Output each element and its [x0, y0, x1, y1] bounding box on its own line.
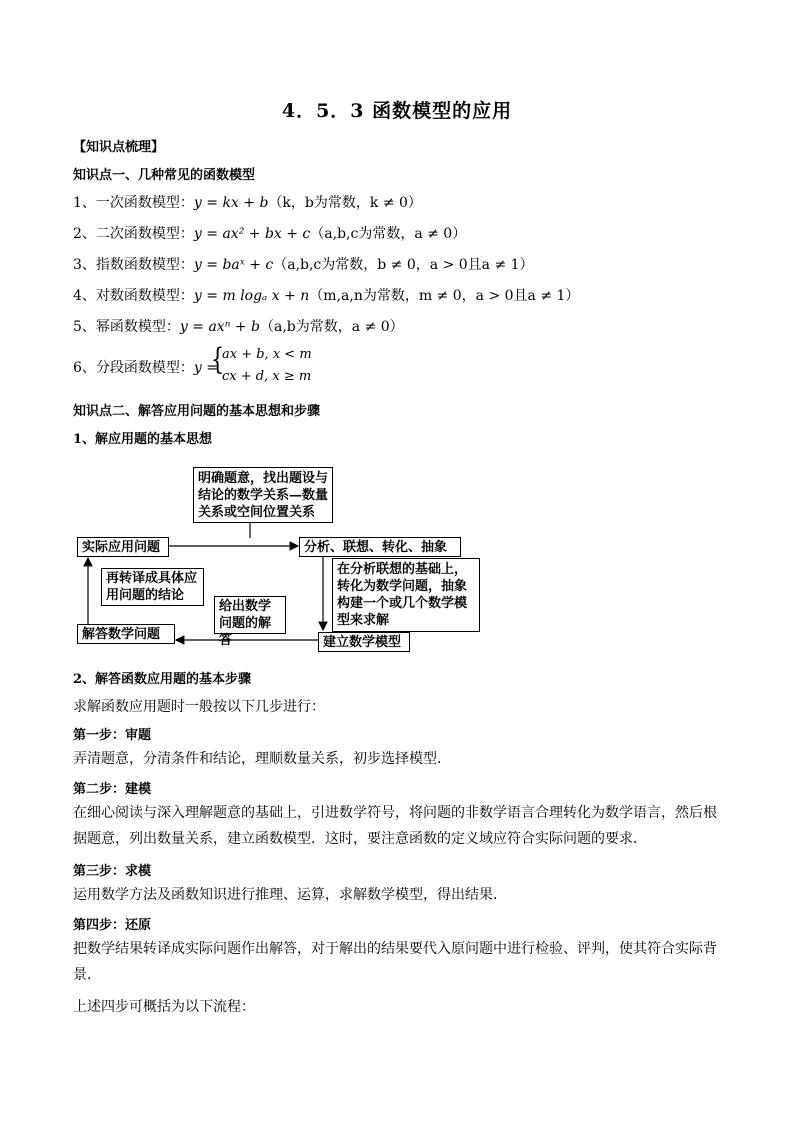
model-label: 2、二次函数模型： [73, 226, 194, 242]
box-solve-math: 解答数学问题 [77, 624, 175, 644]
steps-intro: 求解函数应用题时一般按以下几步进行： [73, 699, 325, 715]
model-formula: y = kx + b [193, 195, 269, 211]
box-practical-problem: 实际应用问题 [77, 537, 169, 557]
piecewise-lhs: y = [193, 360, 219, 376]
piecewise-case-1: ax + b, x < m [222, 347, 312, 362]
model-condition: （a,b为常数，a ≠ 0） [259, 319, 404, 335]
model-label: 4、对数函数模型： [73, 288, 194, 304]
model-condition: （a,b,c为常数，a ≠ 0） [310, 226, 467, 242]
box-analyze: 分析、联想、转化、抽象 [299, 537, 461, 557]
step-3-title: 第三步：求模 [73, 864, 152, 879]
k2-sub1: 1、解应用题的基本思想 [73, 432, 213, 447]
k1-heading: 知识点一、几种常见的函数模型 [73, 168, 256, 183]
model-formula: y = axⁿ + b [179, 319, 260, 335]
step-1-title: 第一步：审题 [73, 728, 152, 743]
model-label: 1、一次函数模型： [73, 195, 194, 211]
step-4-text: 把数学结果转译成实际问题作出解答，对于解出的结果要代入原问题中进行检验、评判，使其符合实际背景． [73, 941, 717, 983]
closing-line: 上述四步可概括为以下流程： [73, 999, 255, 1015]
box-model-description: 在分析联想的基础上，转化为数学问题，抽象构建一个或几个数学模型来求解 [332, 558, 480, 632]
step-4-title: 第四步：还原 [73, 918, 152, 933]
step-1-text: 弄清题意，分清条件和结论，理顺数量关系，初步选择模型． [73, 751, 451, 767]
model-formula: y = m logₐ x + n [193, 288, 310, 304]
page-title: 4．5．3 函数模型的应用 [281, 100, 513, 122]
k2-sub2: 2、解答函数应用题的基本步骤 [73, 672, 252, 687]
step-2-title: 第二步：建模 [73, 782, 152, 797]
model-formula: y = baˣ + c [193, 257, 274, 273]
k2-heading: 知识点二、解答应用问题的基本思想和步骤 [73, 404, 321, 419]
model-condition: （a,b,c为常数，b ≠ 0，a > 0且a ≠ 1） [273, 257, 534, 273]
section-tag: 【知识点梳理】 [73, 140, 165, 155]
model-formula: y = ax² + bx + c [193, 226, 311, 242]
piecewise-case-2: cx + d, x ≥ m [222, 369, 312, 384]
step-2-text: 在细心阅读与深入理解题意的基础上，引进数学符号，将问题的非数学语言合理转化为数学语言，然后根据题意，列出数量关系，建立函数模型．这时，要注意函数的定义域应符合实际问题的要求． [73, 805, 717, 847]
box-give-answer: 给出数学问题的解答 [214, 596, 286, 634]
model-label: 5、幂函数模型： [73, 319, 180, 335]
piecewise-brace: { [210, 342, 225, 377]
box-build-model: 建立数学模型 [318, 632, 410, 652]
step-3-text: 运用数学方法及函数知识进行推理、运算，求解数学模型，得出结果． [73, 887, 507, 903]
model-label: 6、分段函数模型： [73, 360, 194, 376]
box-retranslate: 再转译成具体应用问题的结论 [101, 568, 204, 606]
model-condition: （m,a,n为常数，m ≠ 0，a > 0且a ≠ 1） [309, 288, 580, 304]
model-condition: （k，b为常数，k ≠ 0） [268, 195, 422, 211]
box-clarify: 明确题意，找出题设与结论的数学关系—数量关系或空间位置关系 [193, 467, 333, 523]
model-label: 3、指数函数模型： [73, 257, 194, 273]
